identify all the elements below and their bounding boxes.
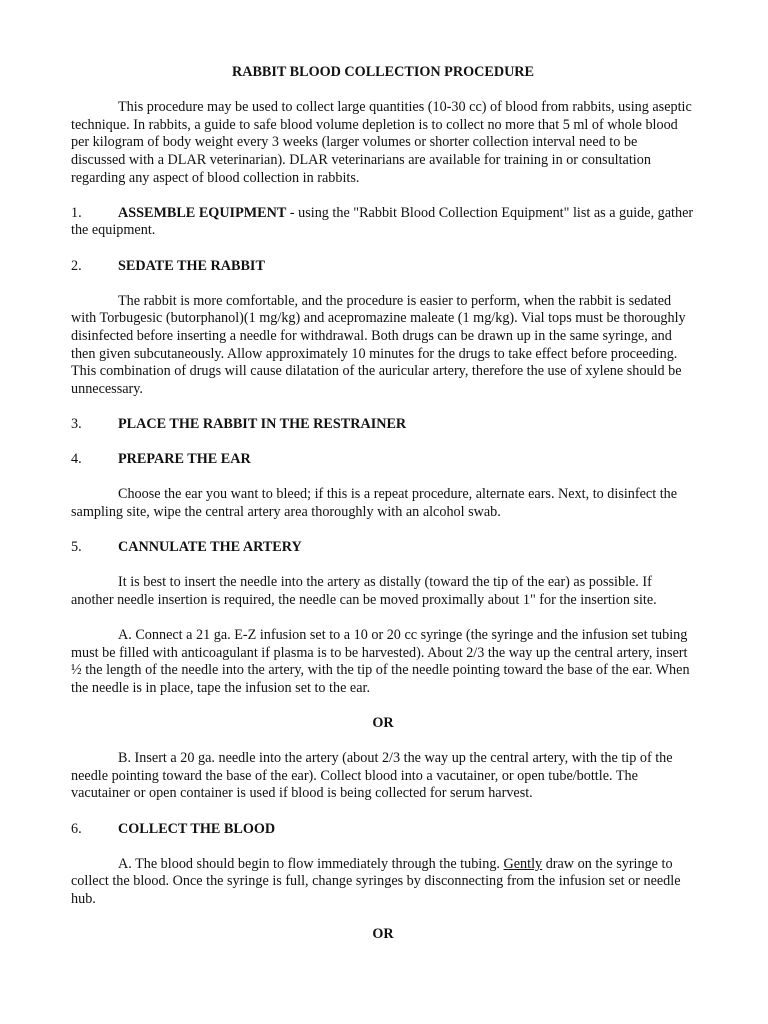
step-heading: SEDATE THE RABBIT [118,257,265,274]
step-text: - using the "Rabbit Blood Collection Equipment" list as a guide, gather the equipment. [71,204,694,239]
document-title: RABBIT BLOOD COLLECTION PROCEDURE [231,64,535,80]
intro-paragraph: This procedure may be used to collect large quantities (10-30 cc) of blood from rabbits, using aseptic technique. In rabbits, a guide to safe blood volume depletion is to collect no more that 5 ml of whole blood per kilogram of body weight every 3 weeks (larger volumes or shorter collection interval need to be discussed with a DLAR veterinarian). DLAR veterinarians are available for training in or consultation regarding any aspect of blood collection in rabbits. [71,99,692,186]
step-5-option-a: A. Connect a 21 ga. E-Z infusion set to a 10 or 20 cc syringe (the syringe and the infusion set tubing must be filled with anticoagulant if plasma is to be harvested). About 2/3 the way up the central artery, insert ½ the length of the needle into the artery, with the tip of the needle pointing toward the base of the ear. When the needle is in place, tape the infusion set to the ear. [71,627,690,696]
step-number: 1. [71,204,82,221]
step-heading: PLACE THE RABBIT IN THE RESTRAINER [118,415,407,432]
step-2-body: The rabbit is more comfortable, and the procedure is easier to perform, when the rabbit is sedated with Torbugesic (butorphanol)(1 mg/kg) and acepromazine maleate (1 mg/kg). Vial tops must be thoroughly disinfected before inserting a needle for withdrawal. Both drugs can be drawn up in the same syringe, and then given subcutaneously. Allow approximately 10 minutes for the drugs to take effect before proceeding. This combination of drugs will cause dilatation of the auricular artery, therefore the use of xylene should be unnecessary. [71,292,686,397]
step-3 [71,416,695,434]
step-1 [71,205,695,240]
step-heading: CANNULATE THE ARTERY [118,539,302,556]
step-5 [71,539,695,557]
step-heading: COLLECT THE BLOOD [118,820,276,837]
step-6-option-a [71,856,695,909]
step-number: 6. [71,820,82,837]
document-page [71,64,695,961]
step-number: 4. [71,451,82,468]
step-heading: PREPARE THE EAR [118,451,251,468]
step-number: 2. [71,257,82,274]
step-6-option-a-text: A. The blood should begin to flow immediately through the tubing. [118,855,504,872]
step-5-body: It is best to insert the needle into the artery as distally (toward the tip of the ear) as possible. If another needle insertion is required, the needle can be moved proximally about 1" for the insertion site. [71,574,657,608]
step-4 [71,451,695,469]
step-number: 3. [71,415,82,432]
step-6-option-a-text: draw on the syringe to collect the blood. Once the syringe is full, change syringes by disconnecting from the infusion set or needle hub. [71,855,681,907]
step-5-option-b: B. Insert a 20 ga. needle into the artery (about 2/3 the way up the central artery, with the tip of the needle pointing toward the base of the ear). Collect blood into a vacutainer, or open tube/bottle. The vacutainer or open container is used if blood is being collected for serum harvest. [71,750,673,802]
or-separator: OR [372,714,394,731]
step-4-body: Choose the ear you want to bleed; if this is a repeat procedure, alternate ears. Next, to disinfect the sampling site, wipe the central artery area thoroughly with an alcohol swab. [71,486,678,520]
step-2 [71,258,695,276]
step-heading: ASSEMBLE EQUIPMENT [118,204,287,221]
or-separator: OR [372,926,394,943]
step-number: 5. [71,539,82,556]
underlined-word: Gently [503,855,543,872]
step-6 [71,821,695,839]
